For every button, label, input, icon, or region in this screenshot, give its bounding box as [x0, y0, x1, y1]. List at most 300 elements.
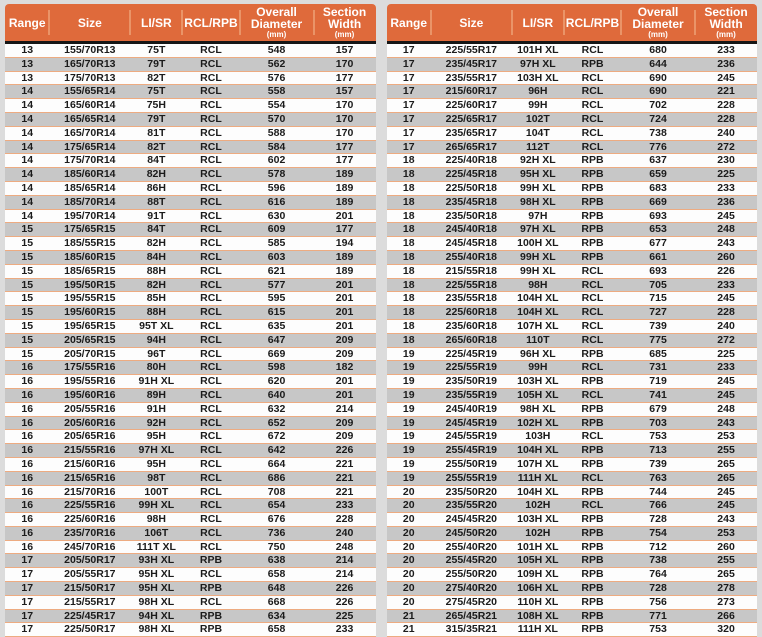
- cell-size: 215/60R17: [431, 85, 512, 99]
- cell-section-width: 245: [695, 499, 757, 513]
- cell-range: 20: [387, 513, 431, 527]
- column-header-unit: (mm): [334, 30, 355, 39]
- cell-overall-diameter: 596: [240, 182, 314, 196]
- table-row: [5, 196, 376, 210]
- cell-size: 165/65R14: [49, 113, 130, 127]
- cell-overall-diameter: 648: [240, 582, 314, 596]
- cell-overall-diameter: 676: [240, 513, 314, 527]
- table-row: [387, 127, 758, 141]
- table-row: [387, 292, 758, 306]
- cell-section-width: 226: [695, 265, 757, 279]
- cell-overall-diameter: 708: [240, 486, 314, 500]
- cell-section-width: 273: [695, 596, 757, 610]
- cell-range: 17: [387, 127, 431, 141]
- cell-section-width: 228: [695, 306, 757, 320]
- cell-range: 14: [5, 182, 49, 196]
- table-row: [5, 72, 376, 86]
- cell-range: 16: [5, 417, 49, 431]
- cell-section-width: 201: [314, 389, 376, 403]
- cell-li-sr: 99H XL: [512, 251, 564, 265]
- cell-li-sr: 106T: [130, 527, 182, 541]
- cell-size: 275/45R20: [431, 596, 512, 610]
- table-row: [387, 154, 758, 168]
- cell-li-sr: 105H XL: [512, 554, 564, 568]
- cell-range: 19: [387, 375, 431, 389]
- cell-section-width: 245: [695, 210, 757, 224]
- cell-rcl-rpb: RPB: [182, 554, 239, 568]
- cell-size: 165/70R13: [49, 58, 130, 72]
- cell-overall-diameter: 644: [621, 58, 695, 72]
- cell-rcl-rpb: RCL: [182, 375, 239, 389]
- table-row: [5, 182, 376, 196]
- cell-li-sr: 97H XL: [130, 444, 182, 458]
- cell-range: 13: [5, 72, 49, 86]
- cell-overall-diameter: 602: [240, 154, 314, 168]
- cell-rcl-rpb: RPB: [182, 623, 239, 637]
- cell-size: 195/70R14: [49, 210, 130, 224]
- cell-rcl-rpb: RCL: [182, 154, 239, 168]
- table-row: [5, 568, 376, 582]
- cell-section-width: 225: [314, 610, 376, 624]
- cell-overall-diameter: 724: [621, 113, 695, 127]
- cell-section-width: 233: [695, 182, 757, 196]
- cell-rcl-rpb: RPB: [564, 458, 621, 472]
- table-row: [5, 417, 376, 431]
- cell-section-width: 260: [695, 251, 757, 265]
- cell-range: 20: [387, 554, 431, 568]
- cell-rcl-rpb: RCL: [182, 237, 239, 251]
- table-row: [387, 458, 758, 472]
- table-row: [387, 417, 758, 431]
- cell-overall-diameter: 658: [240, 568, 314, 582]
- cell-overall-diameter: 570: [240, 113, 314, 127]
- cell-section-width: 266: [695, 610, 757, 624]
- cell-size: 215/50R17: [49, 582, 130, 596]
- cell-li-sr: 84T: [130, 223, 182, 237]
- cell-rcl-rpb: RPB: [182, 610, 239, 624]
- cell-range: 15: [5, 348, 49, 362]
- cell-range: 20: [387, 541, 431, 555]
- cell-section-width: 201: [314, 320, 376, 334]
- cell-range: 17: [387, 141, 431, 155]
- table-row: [5, 554, 376, 568]
- table-row: [387, 320, 758, 334]
- cell-overall-diameter: 616: [240, 196, 314, 210]
- cell-rcl-rpb: RCL: [182, 541, 239, 555]
- cell-overall-diameter: 690: [621, 85, 695, 99]
- table-row: [5, 458, 376, 472]
- cell-overall-diameter: 653: [621, 223, 695, 237]
- cell-range: 15: [5, 292, 49, 306]
- cell-rcl-rpb: RCL: [182, 44, 239, 58]
- cell-size: 235/70R16: [49, 527, 130, 541]
- cell-li-sr: 97H: [512, 210, 564, 224]
- cell-rcl-rpb: RCL: [182, 210, 239, 224]
- cell-li-sr: 97H XL: [512, 223, 564, 237]
- cell-range: 17: [5, 596, 49, 610]
- table-row: [5, 389, 376, 403]
- cell-overall-diameter: 664: [240, 458, 314, 472]
- cell-range: 19: [387, 403, 431, 417]
- cell-size: 195/60R15: [49, 306, 130, 320]
- cell-li-sr: 104T: [512, 127, 564, 141]
- cell-size: 255/40R20: [431, 541, 512, 555]
- table-row: [387, 486, 758, 500]
- cell-size: 185/65R15: [49, 265, 130, 279]
- column-header-unit: (mm): [648, 30, 668, 39]
- cell-section-width: 170: [314, 58, 376, 72]
- cell-li-sr: 82H: [130, 279, 182, 293]
- cell-size: 235/50R20: [431, 486, 512, 500]
- cell-range: 20: [387, 582, 431, 596]
- cell-li-sr: 103H XL: [512, 513, 564, 527]
- cell-overall-diameter: 690: [621, 72, 695, 86]
- cell-section-width: 209: [314, 430, 376, 444]
- cell-size: 175/65R14: [49, 141, 130, 155]
- cell-section-width: 177: [314, 72, 376, 86]
- cell-overall-diameter: 756: [621, 596, 695, 610]
- table-row: [5, 85, 376, 99]
- tire-spec-table-left: [5, 4, 376, 637]
- cell-li-sr: 91T: [130, 210, 182, 224]
- cell-section-width: 189: [314, 168, 376, 182]
- table-row: [5, 44, 376, 58]
- cell-range: 17: [5, 568, 49, 582]
- cell-rcl-rpb: RCL: [564, 72, 621, 86]
- column-header-label: LI/SR: [141, 15, 172, 30]
- cell-overall-diameter: 736: [240, 527, 314, 541]
- column-header-overall-diameter: [240, 4, 314, 44]
- cell-rcl-rpb: RPB: [564, 251, 621, 265]
- cell-li-sr: 95H: [130, 458, 182, 472]
- cell-size: 235/60R18: [431, 320, 512, 334]
- cell-overall-diameter: 727: [621, 306, 695, 320]
- cell-overall-diameter: 658: [240, 623, 314, 637]
- cell-li-sr: 104H XL: [512, 444, 564, 458]
- cell-section-width: 226: [314, 596, 376, 610]
- cell-rcl-rpb: RCL: [182, 182, 239, 196]
- cell-rcl-rpb: RCL: [564, 334, 621, 348]
- cell-range: 18: [387, 306, 431, 320]
- cell-range: 18: [387, 279, 431, 293]
- cell-size: 245/40R18: [431, 223, 512, 237]
- cell-section-width: 255: [695, 554, 757, 568]
- cell-li-sr: 75T: [130, 85, 182, 99]
- cell-li-sr: 104H XL: [512, 292, 564, 306]
- table-row: [387, 196, 758, 210]
- cell-range: 16: [5, 513, 49, 527]
- table-row: [5, 375, 376, 389]
- cell-size: 225/50R17: [49, 623, 130, 637]
- cell-rcl-rpb: RCL: [182, 168, 239, 182]
- cell-section-width: 201: [314, 210, 376, 224]
- cell-range: 18: [387, 196, 431, 210]
- table-row: [387, 44, 758, 58]
- cell-li-sr: 111H XL: [512, 472, 564, 486]
- table-row: [387, 375, 758, 389]
- cell-overall-diameter: 584: [240, 141, 314, 155]
- table-row: [387, 623, 758, 637]
- cell-rcl-rpb: RCL: [564, 306, 621, 320]
- cell-range: 17: [5, 554, 49, 568]
- cell-li-sr: 105H XL: [512, 389, 564, 403]
- cell-overall-diameter: 679: [621, 403, 695, 417]
- cell-section-width: 177: [314, 141, 376, 155]
- cell-range: 17: [387, 44, 431, 58]
- column-header-label: Range: [8, 15, 46, 30]
- cell-section-width: 272: [695, 141, 757, 155]
- cell-li-sr: 91H: [130, 403, 182, 417]
- cell-overall-diameter: 642: [240, 444, 314, 458]
- table-row: [387, 265, 758, 279]
- cell-section-width: 265: [695, 568, 757, 582]
- cell-rcl-rpb: RCL: [564, 127, 621, 141]
- cell-section-width: 170: [314, 127, 376, 141]
- cell-range: 16: [5, 486, 49, 500]
- cell-range: 17: [387, 85, 431, 99]
- cell-overall-diameter: 652: [240, 417, 314, 431]
- cell-size: 205/55R17: [49, 568, 130, 582]
- table-row: [387, 223, 758, 237]
- cell-range: 16: [5, 527, 49, 541]
- cell-size: 205/65R16: [49, 430, 130, 444]
- cell-rcl-rpb: RCL: [564, 499, 621, 513]
- table-row: [387, 237, 758, 251]
- cell-section-width: 233: [314, 623, 376, 637]
- cell-rcl-rpb: RPB: [564, 154, 621, 168]
- cell-rcl-rpb: RCL: [182, 306, 239, 320]
- cell-overall-diameter: 654: [240, 499, 314, 513]
- cell-range: 18: [387, 168, 431, 182]
- cell-li-sr: 82T: [130, 141, 182, 155]
- table-row: [387, 472, 758, 486]
- cell-range: 13: [5, 58, 49, 72]
- cell-overall-diameter: 621: [240, 265, 314, 279]
- cell-range: 14: [5, 127, 49, 141]
- cell-range: 16: [5, 541, 49, 555]
- cell-li-sr: 98H XL: [512, 196, 564, 210]
- cell-overall-diameter: 630: [240, 210, 314, 224]
- table-row: [387, 85, 758, 99]
- cell-overall-diameter: 603: [240, 251, 314, 265]
- cell-li-sr: 82H: [130, 237, 182, 251]
- cell-section-width: 240: [314, 527, 376, 541]
- table-row: [5, 223, 376, 237]
- cell-rcl-rpb: RPB: [564, 348, 621, 362]
- cell-section-width: 189: [314, 196, 376, 210]
- cell-range: 17: [387, 58, 431, 72]
- cell-size: 235/65R17: [431, 127, 512, 141]
- cell-overall-diameter: 693: [621, 265, 695, 279]
- cell-section-width: 245: [695, 486, 757, 500]
- cell-section-width: 157: [314, 85, 376, 99]
- table-row: [5, 596, 376, 610]
- cell-rcl-rpb: RCL: [182, 99, 239, 113]
- table-row: [5, 99, 376, 113]
- cell-rcl-rpb: RCL: [564, 99, 621, 113]
- cell-overall-diameter: 738: [621, 554, 695, 568]
- cell-section-width: 233: [695, 361, 757, 375]
- cell-li-sr: 103H XL: [512, 72, 564, 86]
- cell-li-sr: 79T: [130, 113, 182, 127]
- cell-overall-diameter: 763: [621, 472, 695, 486]
- cell-section-width: 230: [695, 154, 757, 168]
- table-row: [5, 623, 376, 637]
- cell-rcl-rpb: RPB: [564, 596, 621, 610]
- cell-section-width: 209: [314, 334, 376, 348]
- cell-rcl-rpb: RPB: [182, 582, 239, 596]
- cell-rcl-rpb: RCL: [182, 251, 239, 265]
- cell-section-width: 221: [314, 472, 376, 486]
- cell-section-width: 157: [314, 44, 376, 58]
- table-row: [5, 127, 376, 141]
- column-header-rclrpb: [182, 4, 239, 44]
- cell-overall-diameter: 712: [621, 541, 695, 555]
- cell-range: 18: [387, 182, 431, 196]
- cell-section-width: 245: [695, 72, 757, 86]
- cell-section-width: 245: [695, 389, 757, 403]
- cell-size: 225/45R18: [431, 168, 512, 182]
- cell-range: 16: [5, 403, 49, 417]
- cell-overall-diameter: 609: [240, 223, 314, 237]
- cell-li-sr: 103H: [512, 430, 564, 444]
- cell-li-sr: 93H XL: [130, 554, 182, 568]
- cell-li-sr: 103H XL: [512, 375, 564, 389]
- cell-rcl-rpb: RPB: [564, 582, 621, 596]
- table-row: [5, 527, 376, 541]
- cell-li-sr: 110T: [512, 334, 564, 348]
- cell-range: 17: [5, 623, 49, 637]
- cell-rcl-rpb: RCL: [182, 279, 239, 293]
- cell-size: 265/45R21: [431, 610, 512, 624]
- cell-li-sr: 82H: [130, 168, 182, 182]
- cell-overall-diameter: 739: [621, 458, 695, 472]
- table-row: [387, 334, 758, 348]
- cell-overall-diameter: 647: [240, 334, 314, 348]
- table-row: [5, 486, 376, 500]
- cell-range: 14: [5, 168, 49, 182]
- cell-section-width: 278: [695, 582, 757, 596]
- cell-size: 225/45R19: [431, 348, 512, 362]
- cell-size: 255/45R19: [431, 444, 512, 458]
- cell-overall-diameter: 558: [240, 85, 314, 99]
- cell-li-sr: 102H: [512, 527, 564, 541]
- cell-section-width: 189: [314, 251, 376, 265]
- column-header-label: RCL/RPB: [184, 15, 238, 30]
- cell-overall-diameter: 764: [621, 568, 695, 582]
- cell-range: 14: [5, 210, 49, 224]
- cell-li-sr: 100H XL: [512, 237, 564, 251]
- cell-size: 245/40R19: [431, 403, 512, 417]
- table-row: [387, 348, 758, 362]
- table-row: [5, 306, 376, 320]
- cell-overall-diameter: 753: [621, 430, 695, 444]
- table-row: [387, 568, 758, 582]
- cell-li-sr: 88H: [130, 265, 182, 279]
- cell-size: 315/35R21: [431, 623, 512, 637]
- cell-overall-diameter: 771: [621, 610, 695, 624]
- cell-rcl-rpb: RCL: [182, 223, 239, 237]
- cell-rcl-rpb: RCL: [182, 403, 239, 417]
- cell-size: 205/70R15: [49, 348, 130, 362]
- cell-rcl-rpb: RCL: [182, 348, 239, 362]
- cell-li-sr: 88T: [130, 196, 182, 210]
- cell-size: 155/65R14: [49, 85, 130, 99]
- cell-overall-diameter: 702: [621, 99, 695, 113]
- column-header-overall-diameter: [621, 4, 695, 44]
- cell-range: 16: [5, 389, 49, 403]
- table-row: [5, 499, 376, 513]
- cell-section-width: 233: [314, 499, 376, 513]
- cell-rcl-rpb: RPB: [564, 237, 621, 251]
- cell-overall-diameter: 577: [240, 279, 314, 293]
- table-row: [5, 58, 376, 72]
- header-row: [5, 4, 376, 44]
- cell-range: 15: [5, 279, 49, 293]
- cell-li-sr: 111T XL: [130, 541, 182, 555]
- cell-size: 175/70R14: [49, 154, 130, 168]
- cell-size: 225/40R18: [431, 154, 512, 168]
- cell-rcl-rpb: RCL: [182, 458, 239, 472]
- cell-section-width: 189: [314, 182, 376, 196]
- cell-rcl-rpb: RCL: [564, 430, 621, 444]
- cell-size: 195/65R15: [49, 320, 130, 334]
- cell-size: 165/70R14: [49, 127, 130, 141]
- cell-range: 14: [5, 154, 49, 168]
- cell-size: 175/55R16: [49, 361, 130, 375]
- cell-rcl-rpb: RPB: [564, 182, 621, 196]
- table-row: [387, 141, 758, 155]
- cell-rcl-rpb: RCL: [564, 44, 621, 58]
- cell-overall-diameter: 728: [621, 582, 695, 596]
- cell-section-width: 201: [314, 292, 376, 306]
- cell-li-sr: 95H XL: [130, 582, 182, 596]
- table-row: [387, 527, 758, 541]
- table-row: [387, 389, 758, 403]
- cell-rcl-rpb: RCL: [564, 292, 621, 306]
- table-row: [387, 444, 758, 458]
- cell-rcl-rpb: RCL: [564, 320, 621, 334]
- cell-range: 14: [5, 141, 49, 155]
- cell-size: 215/70R16: [49, 486, 130, 500]
- cell-section-width: 177: [314, 223, 376, 237]
- cell-li-sr: 101H XL: [512, 44, 564, 58]
- cell-overall-diameter: 713: [621, 444, 695, 458]
- cell-size: 235/55R17: [431, 72, 512, 86]
- table-row: [5, 141, 376, 155]
- cell-section-width: 209: [314, 417, 376, 431]
- cell-overall-diameter: 775: [621, 334, 695, 348]
- cell-overall-diameter: 750: [240, 541, 314, 555]
- cell-overall-diameter: 731: [621, 361, 695, 375]
- cell-section-width: 228: [695, 113, 757, 127]
- cell-section-width: 201: [314, 279, 376, 293]
- cell-range: 18: [387, 210, 431, 224]
- column-header-label: RCL/RPB: [565, 15, 620, 30]
- cell-section-width: 243: [695, 513, 757, 527]
- cell-overall-diameter: 661: [621, 251, 695, 265]
- cell-size: 245/70R16: [49, 541, 130, 555]
- cell-rcl-rpb: RPB: [564, 610, 621, 624]
- cell-overall-diameter: 744: [621, 486, 695, 500]
- cell-rcl-rpb: RCL: [564, 389, 621, 403]
- cell-overall-diameter: 738: [621, 127, 695, 141]
- cell-section-width: 225: [695, 168, 757, 182]
- table-row: [5, 361, 376, 375]
- cell-overall-diameter: 683: [621, 182, 695, 196]
- column-header-rclrpb: [564, 4, 621, 44]
- table-row: [387, 596, 758, 610]
